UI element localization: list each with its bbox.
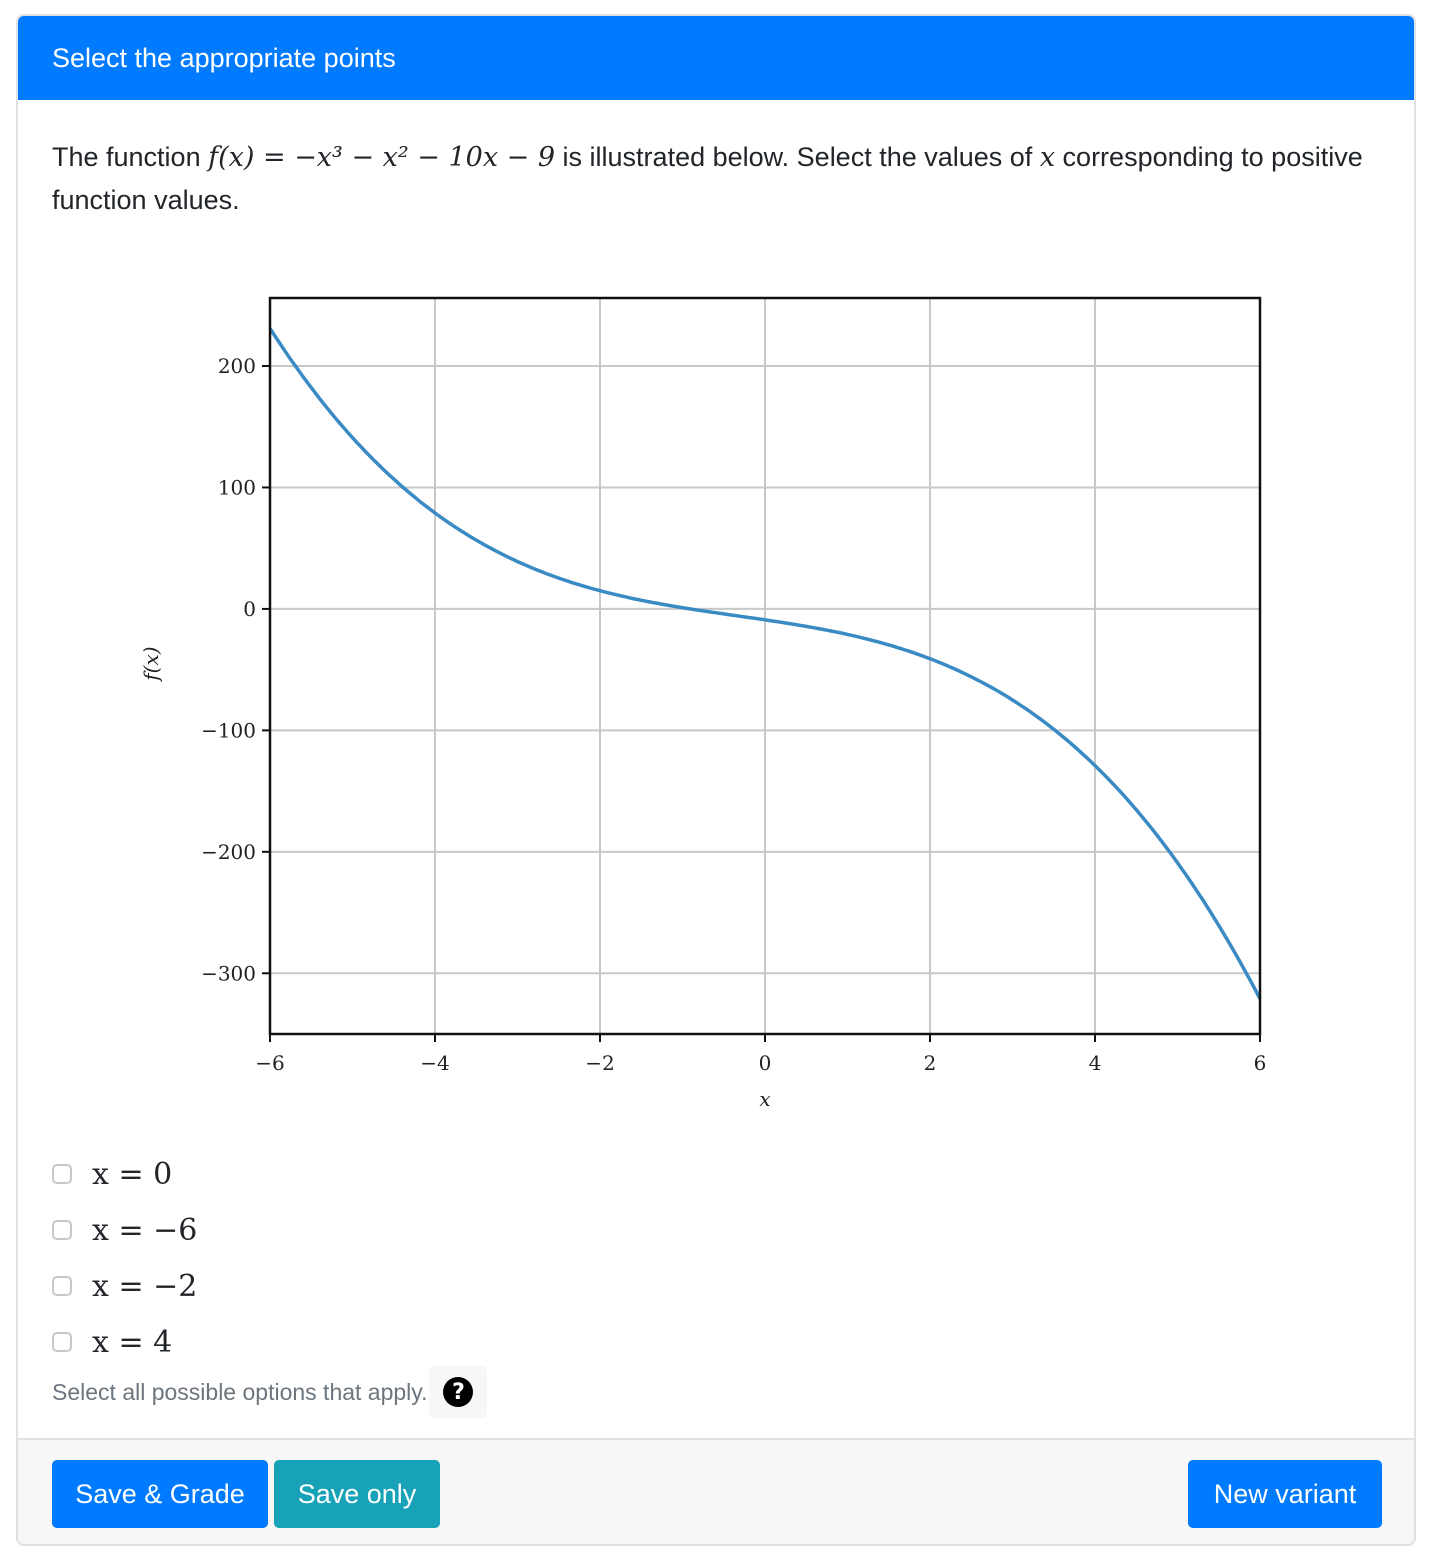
function-lhs: f(x) [208, 142, 255, 173]
option-label: x = 0 [92, 1156, 173, 1192]
y-tick-label: −100 [201, 718, 256, 743]
x-tick-label: 4 [1088, 1051, 1102, 1075]
option-x-4[interactable] [52, 1314, 197, 1370]
y-tick-label: −300 [201, 961, 256, 986]
y-axis-label: f(x) [139, 646, 163, 681]
y-tick-label: −200 [201, 839, 256, 864]
question-variable: x [1039, 142, 1056, 173]
save-only-button[interactable]: Save only [274, 1460, 440, 1528]
option-x-0[interactable] [52, 1146, 197, 1202]
checkbox[interactable] [52, 1276, 72, 1296]
checkbox[interactable] [52, 1164, 72, 1184]
question-middle: is illustrated below. Select the values of [555, 142, 1040, 172]
card-header [18, 16, 1414, 100]
question-suffix: corresponding to positive function values. [52, 142, 1363, 215]
y-tick-label: 0 [243, 596, 256, 621]
question-text [52, 136, 1372, 221]
question-circle-icon: ? [443, 1377, 473, 1407]
help-text: Select all possible options that apply. [52, 1378, 428, 1405]
y-tick-label: 100 [217, 475, 256, 500]
checkbox[interactable] [52, 1220, 72, 1240]
y-tick-label: 200 [217, 354, 256, 379]
x-tick-label: 6 [1253, 1051, 1267, 1075]
function-plot [18, 286, 1416, 1126]
question-card [16, 14, 1416, 1546]
new-variant-button[interactable]: New variant [1188, 1460, 1382, 1528]
option-label: x = 4 [92, 1324, 173, 1360]
x-axis-label: x [759, 1087, 771, 1111]
card-body [18, 136, 1414, 221]
x-tick-label: −2 [585, 1051, 615, 1075]
save-grade-button[interactable]: Save & Grade [52, 1460, 268, 1528]
checkbox[interactable] [52, 1332, 72, 1352]
x-tick-label: 0 [758, 1051, 772, 1075]
question-prefix: The function [52, 142, 209, 172]
question-title: Select the appropriate points [52, 42, 396, 73]
card-footer [18, 1438, 1416, 1546]
help-row [52, 1366, 487, 1418]
x-tick-label: 2 [923, 1051, 937, 1075]
option-label: x = −2 [92, 1268, 198, 1304]
option-label: x = −6 [92, 1212, 198, 1248]
function-equals: = [254, 142, 295, 173]
x-tick-label: −4 [420, 1051, 450, 1075]
x-tick-label: −6 [255, 1051, 285, 1075]
help-button[interactable] [429, 1366, 487, 1418]
option-x-neg2[interactable] [52, 1258, 197, 1314]
option-x-neg6[interactable] [52, 1202, 197, 1258]
options-list [52, 1146, 197, 1370]
function-rhs: −x³ − x² − 10x − 9 [294, 142, 556, 173]
